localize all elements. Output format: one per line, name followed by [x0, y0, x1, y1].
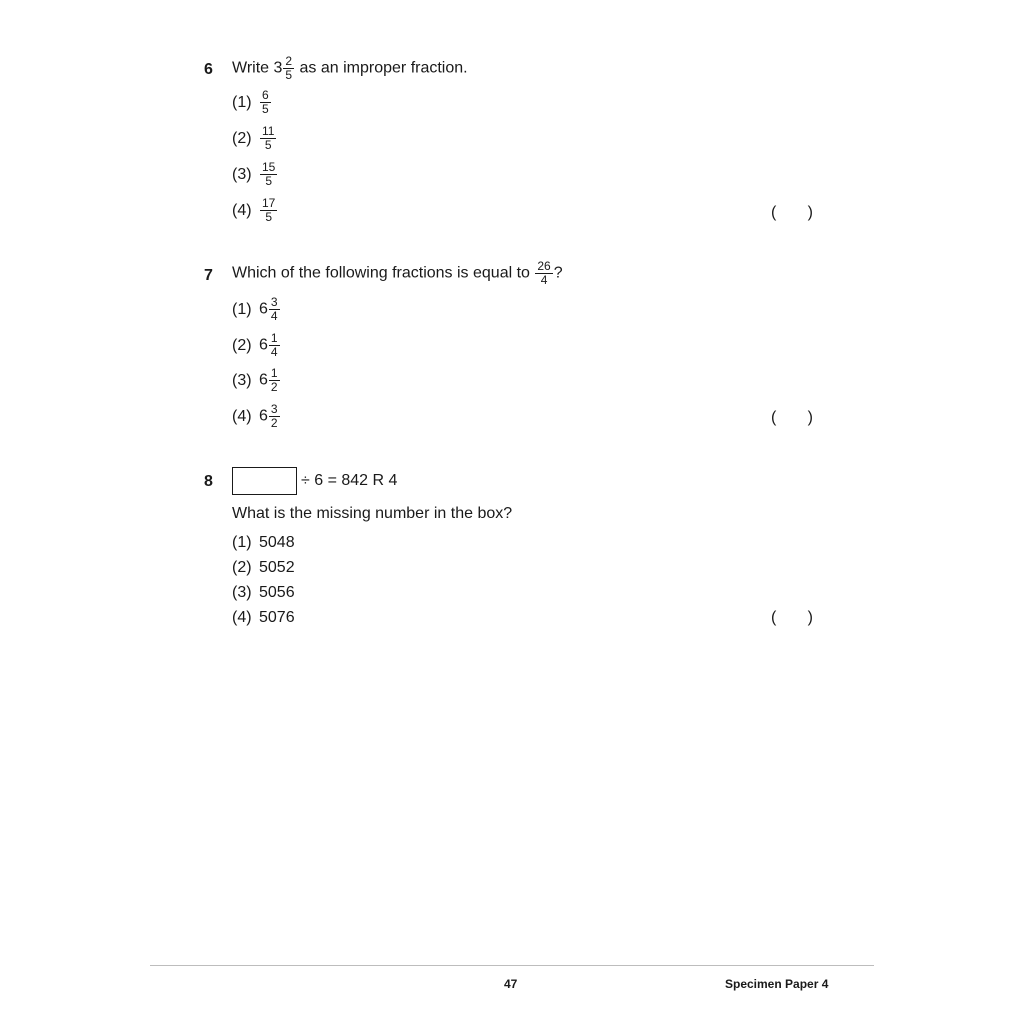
footer-title: Specimen Paper 4 [725, 977, 829, 991]
option-3[interactable]: (3) 6 $\frac{1}{2}$ [232, 366, 278, 394]
option-2[interactable]: (2) 5052 [232, 559, 295, 576]
option-4[interactable]: (4) $\frac{17}{5}$ [232, 196, 276, 224]
option-1[interactable]: (1) 6 $\frac{3}{4}$ [232, 295, 278, 323]
option-2[interactable]: (2) 6 $\frac{1}{4}$ [232, 331, 278, 359]
page-number: 47 [504, 977, 518, 991]
question-stem: Which of the following fractions is equal to $\frac{26}{4}$ ? [232, 259, 563, 287]
option-4[interactable]: (4) 6 $\frac{3}{2}$ [232, 402, 278, 430]
option-1[interactable]: (1) 5048 [232, 534, 295, 551]
option-3[interactable]: (3) $\frac{15}{5}$ [232, 160, 276, 188]
question-number: 7 [204, 267, 213, 284]
question-number: 8 [204, 473, 213, 490]
option-1[interactable]: (1) $\frac{6}{5}$ [232, 88, 269, 116]
footer-divider [150, 965, 874, 966]
answer-bracket[interactable]: ( ) [771, 409, 813, 426]
question-text: What is the missing number in the box? [232, 505, 513, 522]
option-4[interactable]: (4) 5076 [232, 609, 295, 626]
question-stem: Write 3 $\frac{2}{5}$ as an improper fraction. [232, 54, 468, 82]
option-3[interactable]: (3) 5056 [232, 584, 295, 601]
answer-bracket[interactable]: ( ) [771, 609, 813, 626]
option-2[interactable]: (2) $\frac{11}{5}$ [232, 124, 275, 152]
mixed-fraction: $\frac{2}{5}$ [285, 54, 293, 82]
question-number: 6 [204, 61, 213, 78]
equation: ÷ 6 = 842 R 4 [232, 467, 397, 495]
missing-number-box[interactable] [232, 467, 297, 495]
answer-bracket[interactable]: ( ) [771, 204, 813, 221]
fraction: $\frac{26}{4}$ [537, 259, 551, 287]
